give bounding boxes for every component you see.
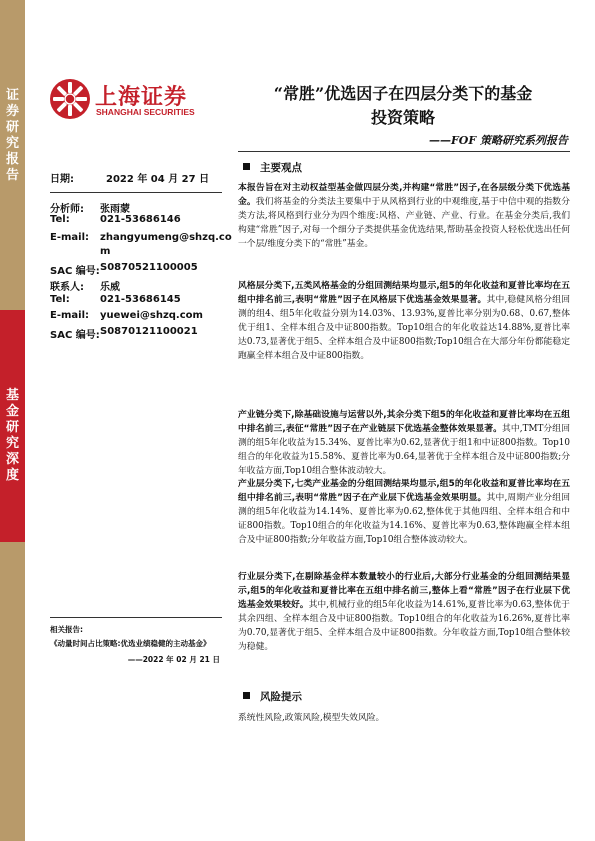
paragraph-overview	[238, 181, 570, 251]
square-bullet-icon	[243, 692, 250, 699]
paragraph-sector-layer-body: 其中,机械行业的组5年化收益为14.61%,夏普比率为0.63,整体优于其余四组、全样本组合及中证800指数。Top10组合的年化收益为16.26%,夏普比率为0.70,显著优于组5、全样本组合及中证800指数。分年收益方面,Top10组合整体较为稳健。	[238, 600, 570, 652]
contact-row	[50, 232, 232, 243]
report-title	[238, 82, 568, 130]
contact-row-label: E-mail:	[50, 310, 90, 321]
related-divider	[50, 617, 222, 618]
contact-row-value: zhangyumeng@shzq.co	[100, 232, 232, 243]
risk-text: 系统性风险,政策风险,模型失效风险。	[238, 713, 385, 723]
contact-row	[50, 246, 111, 257]
contact-row	[50, 278, 120, 293]
paragraph-sector-layer	[238, 570, 570, 654]
company-logo	[49, 78, 209, 122]
sidebar-report-category: 基金研究深度	[5, 388, 19, 483]
square-bullet-icon	[243, 163, 250, 170]
contact-row-value: 021-53686146	[100, 214, 181, 225]
related-report	[50, 624, 220, 666]
date-value: 2022 年 04 月 27 日	[106, 174, 210, 185]
contact-row	[50, 310, 203, 321]
paragraph-industry-layer-body: 其中,周期产业分组回测的组5年化收益为14.14%、夏普比率为0.62,整体优于其他四组、全样本组合和中证800指数。Top10组合的年化收益为14.16%、夏普比率为0.63,整体跑赢全样本组合及中证800指数;分年收益方面,Top10组合整体波动较大。	[238, 493, 570, 545]
report-title-line1: “常胜”优选因子在四层分类下的基金	[273, 84, 533, 103]
logo-name-en: SHANGHAI SECURITIES	[96, 107, 195, 117]
contact-row	[50, 326, 198, 341]
contact-row-value: 021-53686145	[100, 294, 181, 305]
contact-row-label: SAC 编号:	[50, 330, 100, 341]
paragraph-industry-chain-body: 其中,TMT分组回测的组5年化收益为15.34%、夏普比率为0.62,显著优于组1和中证800指数。Top10组合的年化收益为15.58%、夏普比率为0.64,显著优于全样本组合及中证800指数;分年收益方面,Top10组合整体波动较大。	[238, 424, 570, 476]
sidebar-report-type: 证券研究报告	[5, 88, 19, 183]
contact-row-label: SAC 编号:	[50, 266, 100, 277]
contact-row-value: yuewei@shzq.com	[100, 310, 203, 321]
report-date	[50, 170, 210, 185]
paragraph-industry-layer	[238, 477, 570, 547]
report-series: ——FOF 策略研究系列报告	[428, 134, 568, 147]
paragraph-industry-chain	[238, 408, 570, 478]
contact-row-value: 乐威	[100, 282, 120, 293]
meta-divider	[50, 192, 222, 193]
risk-heading	[243, 689, 302, 704]
contact-row	[50, 200, 130, 215]
contact-row-label: 分析师:	[50, 204, 84, 215]
main-points-heading-text: 主要观点	[260, 162, 302, 174]
paragraph-style-layer	[238, 279, 570, 363]
contact-row	[50, 214, 181, 225]
paragraph-style-layer-body: 其中,稳健风格分组回测的组4、组5年化收益分别为14.03%、13.93%,夏普比率分别为0.68、0.67,整体优于组1、全样本组合及中证800指数。Top10组合的年化收益达14.88%,夏普比率达0.73,显著优于组5、全样本组合及中证800指数;Top10组合在大部分年份都能稳定跑赢全样本组合及中证800指数。	[238, 295, 570, 361]
contact-row-label: Tel:	[50, 214, 70, 225]
main-points-heading	[243, 160, 302, 175]
contact-row	[50, 294, 181, 305]
paragraph-overview-lead: 本报告旨在对主动权益型基金做四层分类,并构建“常胜”因子,在各层级分类下优选基金。	[238, 183, 570, 207]
related-report-date: ——2022 年 02 月 21 日	[127, 655, 220, 664]
contact-row-value: m	[100, 246, 111, 257]
shanghai-securities-logo-icon	[49, 78, 91, 120]
report-title-line2: 投资策略	[370, 108, 435, 127]
paragraph-style-layer-lead: 风格层分类下,五类风格基金的分组回测结果均显示,组5的年化收益和夏普比率均在五组中排名前三,表明“常胜”因子在风格层下优选基金效果显著。	[238, 281, 570, 305]
paragraph-industry-layer-lead: 产业层分类下,七类产业基金的分组回测结果均显示,组5的年化收益和夏普比率均在五组中排名前三,表明“常胜”因子在产业层下优选基金效果明显。	[238, 479, 570, 503]
paragraph-industry-chain-lead: 产业链分类下,除基础设施与运营以外,其余分类下组5的年化收益和夏普比率均在五组中排名前三,表征“常胜”因子在产业链层下优选基金整体效果显著。	[238, 410, 570, 434]
logo-name-cn: 上海证券	[95, 85, 188, 110]
contact-row-label: Tel:	[50, 294, 70, 305]
paragraph-overview-body: 我们将基金的分类法主要集中于从风格到行业的中观维度,基于中信中观的指数分类方法,将风格到行业分为四个维度:风格、产业链、产业、行业。在基金分类后,我们构建“常胜”因子,对每一个细分子类提供基金优选结果,帮助基金投资人轻松优选出任何一个层/维度分类下的“常胜”基金。	[238, 197, 570, 249]
header-divider	[238, 151, 570, 152]
contact-row-value: 张雨蒙	[100, 204, 130, 215]
contact-row-value: S0870121100021	[100, 326, 198, 337]
paragraph-sector-layer-lead: 行业层分类下,在剔除基金样本数量较小的行业后,大部分行业基金的分组回测结果显示,组5的年化收益和夏普比率在五组中排名前三,整体上看“常胜”因子在行业层下优选基金效果较好。	[238, 572, 570, 610]
date-label: 日期:	[50, 174, 74, 185]
related-report-title: 《动量时间占比策略:优选业绩稳健的主动基金》	[50, 639, 211, 648]
contact-row-label: 联系人:	[50, 282, 84, 293]
contact-row	[50, 262, 198, 277]
related-report-label: 相关报告:	[50, 625, 83, 634]
contact-row-label: E-mail:	[50, 232, 90, 243]
contact-row-value: S0870521100005	[100, 262, 198, 273]
risk-heading-text: 风险提示	[260, 691, 302, 703]
